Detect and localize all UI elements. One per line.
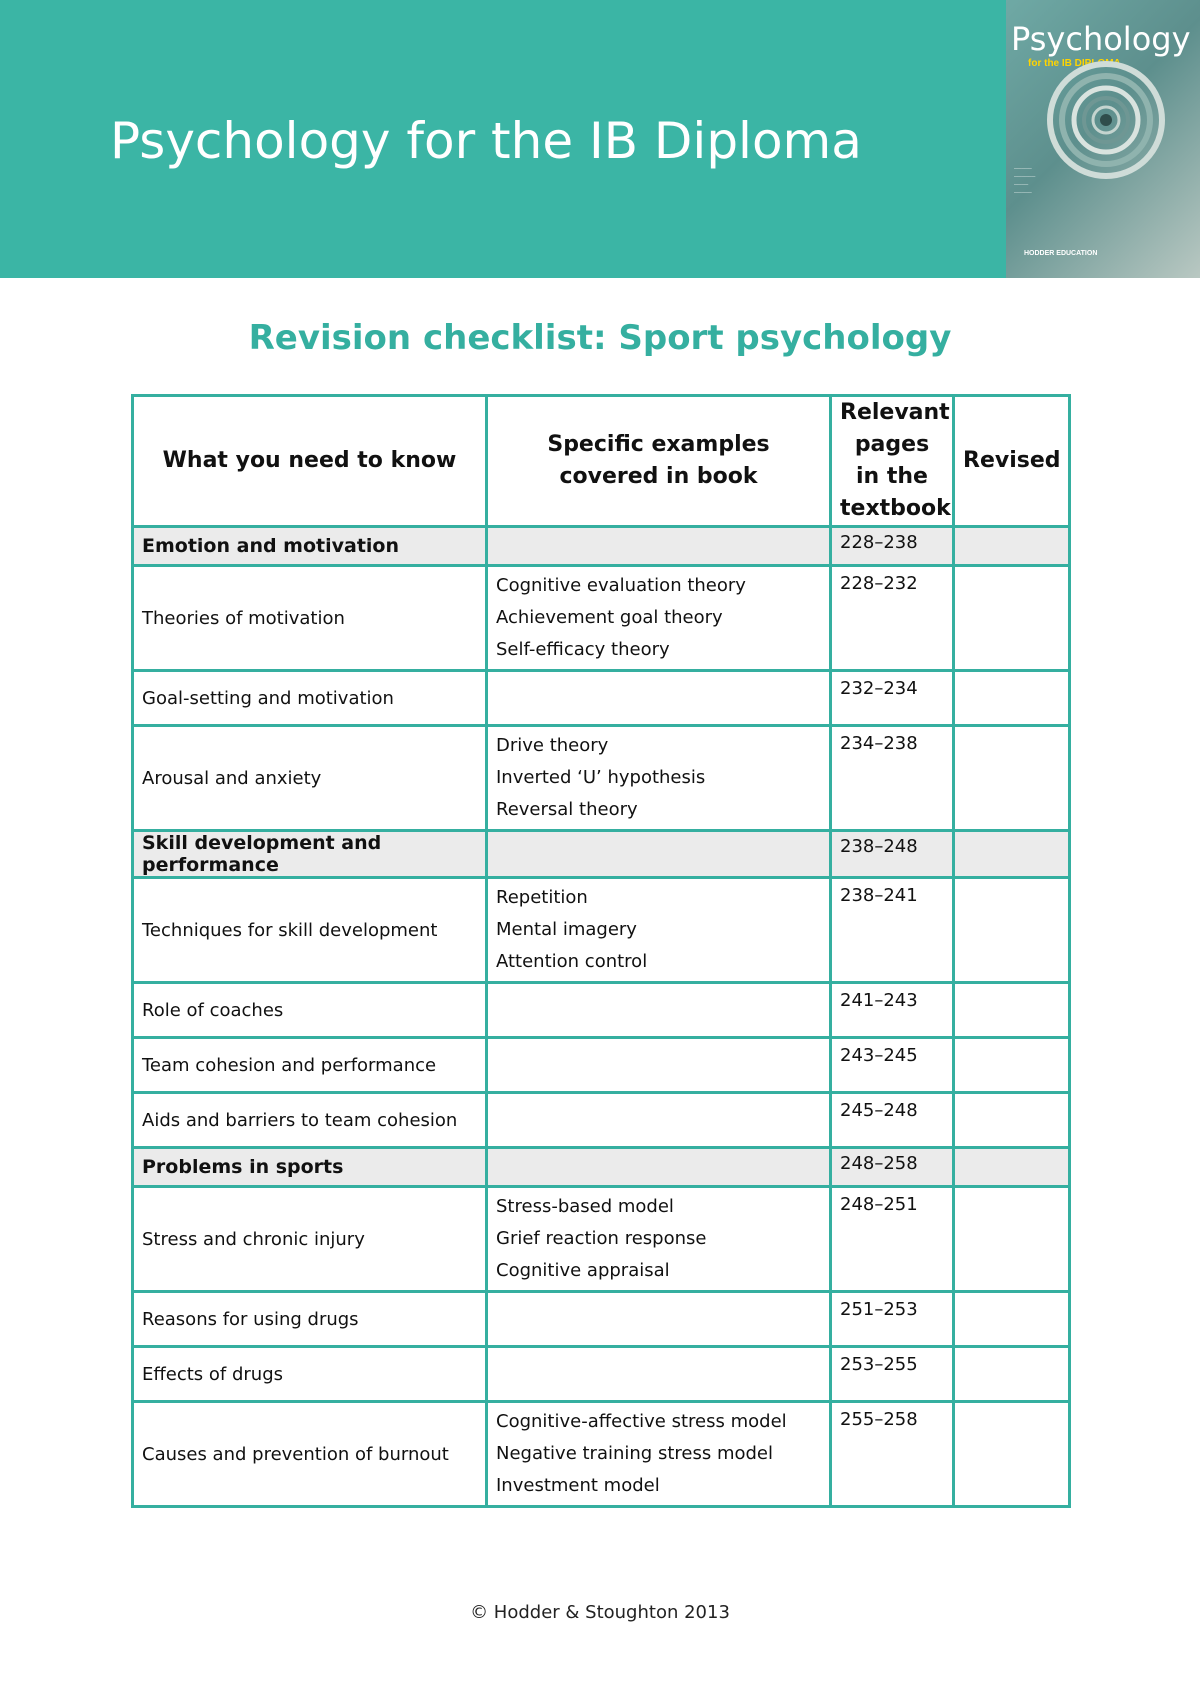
topic-cell: Team cohesion and performance: [133, 1038, 487, 1093]
table-row: [133, 1292, 1070, 1347]
revised-checkbox-cell[interactable]: [954, 566, 1070, 671]
example-item: Mental imagery: [496, 919, 637, 940]
example-item: Stress-based model: [496, 1196, 674, 1217]
section-row: [133, 527, 1070, 566]
example-item: Investment model: [496, 1475, 660, 1496]
pages-cell: 248–258: [831, 1148, 954, 1187]
revised-checkbox-cell[interactable]: [954, 527, 1070, 566]
topic-cell: Arousal and anxiety: [133, 726, 487, 831]
example-item: Negative training stress model: [496, 1443, 773, 1464]
examples-cell: [487, 1187, 831, 1292]
topic-cell: Causes and prevention of burnout: [133, 1402, 487, 1507]
table-row: [133, 878, 1070, 983]
pages-cell: 228–238: [831, 527, 954, 566]
table-header-row: [133, 396, 1070, 527]
pages-cell: 248–251: [831, 1187, 954, 1292]
examples-cell: [487, 566, 831, 671]
spiral-staircase-graphic: [1046, 60, 1166, 180]
example-item: Drive theory: [496, 735, 609, 756]
pages-cell: 243–245: [831, 1038, 954, 1093]
pages-cell: 251–253: [831, 1292, 954, 1347]
revised-checkbox-cell[interactable]: [954, 1093, 1070, 1148]
topic-cell: Stress and chronic injury: [133, 1187, 487, 1292]
topic-cell: Techniques for skill development: [133, 878, 487, 983]
page-title: Revision checklist: Sport psychology: [248, 318, 952, 358]
pages-cell: 245–248: [831, 1093, 954, 1148]
pages-cell: 234–238: [831, 726, 954, 831]
cover-authors: ───── ────── ──── ─────: [1014, 166, 1036, 196]
revised-checkbox-cell[interactable]: [954, 878, 1070, 983]
revised-checkbox-cell[interactable]: [954, 671, 1070, 726]
example-item: Grief reaction response: [496, 1228, 707, 1249]
examples-cell: [487, 1347, 831, 1402]
revised-checkbox-cell[interactable]: [954, 831, 1070, 878]
topic-cell: Aids and barriers to team cohesion: [133, 1093, 487, 1148]
pages-cell: 228–232: [831, 566, 954, 671]
header-specific-examples: Specific examples covered in book: [487, 396, 831, 527]
examples-cell: [487, 1093, 831, 1148]
topic-cell: Goal-setting and motivation: [133, 671, 487, 726]
example-item: Reversal theory: [496, 799, 638, 820]
topic-cell: Role of coaches: [133, 983, 487, 1038]
revised-checkbox-cell[interactable]: [954, 1347, 1070, 1402]
revised-checkbox-cell[interactable]: [954, 1148, 1070, 1187]
example-item: Attention control: [496, 951, 648, 972]
example-item: Achievement goal theory: [496, 607, 723, 628]
table-row: [133, 1093, 1070, 1148]
revised-checkbox-cell[interactable]: [954, 1038, 1070, 1093]
topic-cell: Reasons for using drugs: [133, 1292, 487, 1347]
table-row: [133, 566, 1070, 671]
example-item: Self-efficacy theory: [496, 639, 670, 660]
pages-cell: 238–248: [831, 831, 954, 878]
section-row: [133, 1148, 1070, 1187]
table-row: [133, 983, 1070, 1038]
table-body: [133, 527, 1070, 1507]
example-item: Cognitive appraisal: [496, 1260, 670, 1281]
revised-checkbox-cell[interactable]: [954, 726, 1070, 831]
table-row: [133, 1038, 1070, 1093]
header-what-you-need-to-know: What you need to know: [133, 396, 487, 527]
revised-checkbox-cell[interactable]: [954, 1292, 1070, 1347]
header-revised: Revised: [954, 396, 1070, 527]
example-item: Cognitive-affective stress model: [496, 1411, 787, 1432]
examples-cell: [487, 527, 831, 566]
example-item: Repetition: [496, 887, 588, 908]
revised-checkbox-cell[interactable]: [954, 1187, 1070, 1292]
pages-cell: 253–255: [831, 1347, 954, 1402]
examples-cell: [487, 831, 831, 878]
pages-cell: 241–243: [831, 983, 954, 1038]
revised-checkbox-cell[interactable]: [954, 1402, 1070, 1507]
examples-cell: [487, 671, 831, 726]
banner-title: Psychology for the IB Diploma: [110, 112, 862, 170]
publisher-logo: HODDER EDUCATION: [1024, 250, 1098, 257]
pages-cell: 255–258: [831, 1402, 954, 1507]
examples-cell: [487, 1292, 831, 1347]
table-row: [133, 726, 1070, 831]
table-row: [133, 1187, 1070, 1292]
section-topic: Emotion and motivation: [133, 527, 487, 566]
table-row: [133, 1402, 1070, 1507]
table-row: [133, 1347, 1070, 1402]
revised-checkbox-cell[interactable]: [954, 983, 1070, 1038]
pages-cell: 232–234: [831, 671, 954, 726]
examples-cell: [487, 1402, 831, 1507]
section-topic: Problems in sports: [133, 1148, 487, 1187]
book-cover-image: [1006, 0, 1200, 278]
section-row: [133, 831, 1070, 878]
examples-cell: [487, 983, 831, 1038]
section-topic: Skill development and performance: [133, 831, 487, 878]
topic-cell: Theories of motivation: [133, 566, 487, 671]
revision-checklist-table: [131, 394, 1071, 1508]
example-item: Cognitive evaluation theory: [496, 575, 746, 596]
examples-cell: [487, 1038, 831, 1093]
cover-subtitle: for the IB DIPLOMA: [1028, 58, 1121, 69]
header-banner: [0, 0, 1200, 278]
topic-cell: Effects of drugs: [133, 1347, 487, 1402]
examples-cell: [487, 726, 831, 831]
examples-cell: [487, 1148, 831, 1187]
footer-copyright: © Hodder & Stoughton 2013: [470, 1602, 730, 1623]
example-item: Inverted ‘U’ hypothesis: [496, 767, 706, 788]
table-row: [133, 671, 1070, 726]
header-relevant-pages: Relevant pages in the textbook: [831, 396, 954, 527]
examples-cell: [487, 878, 831, 983]
cover-title: Psychology: [1011, 20, 1191, 58]
pages-cell: 238–241: [831, 878, 954, 983]
